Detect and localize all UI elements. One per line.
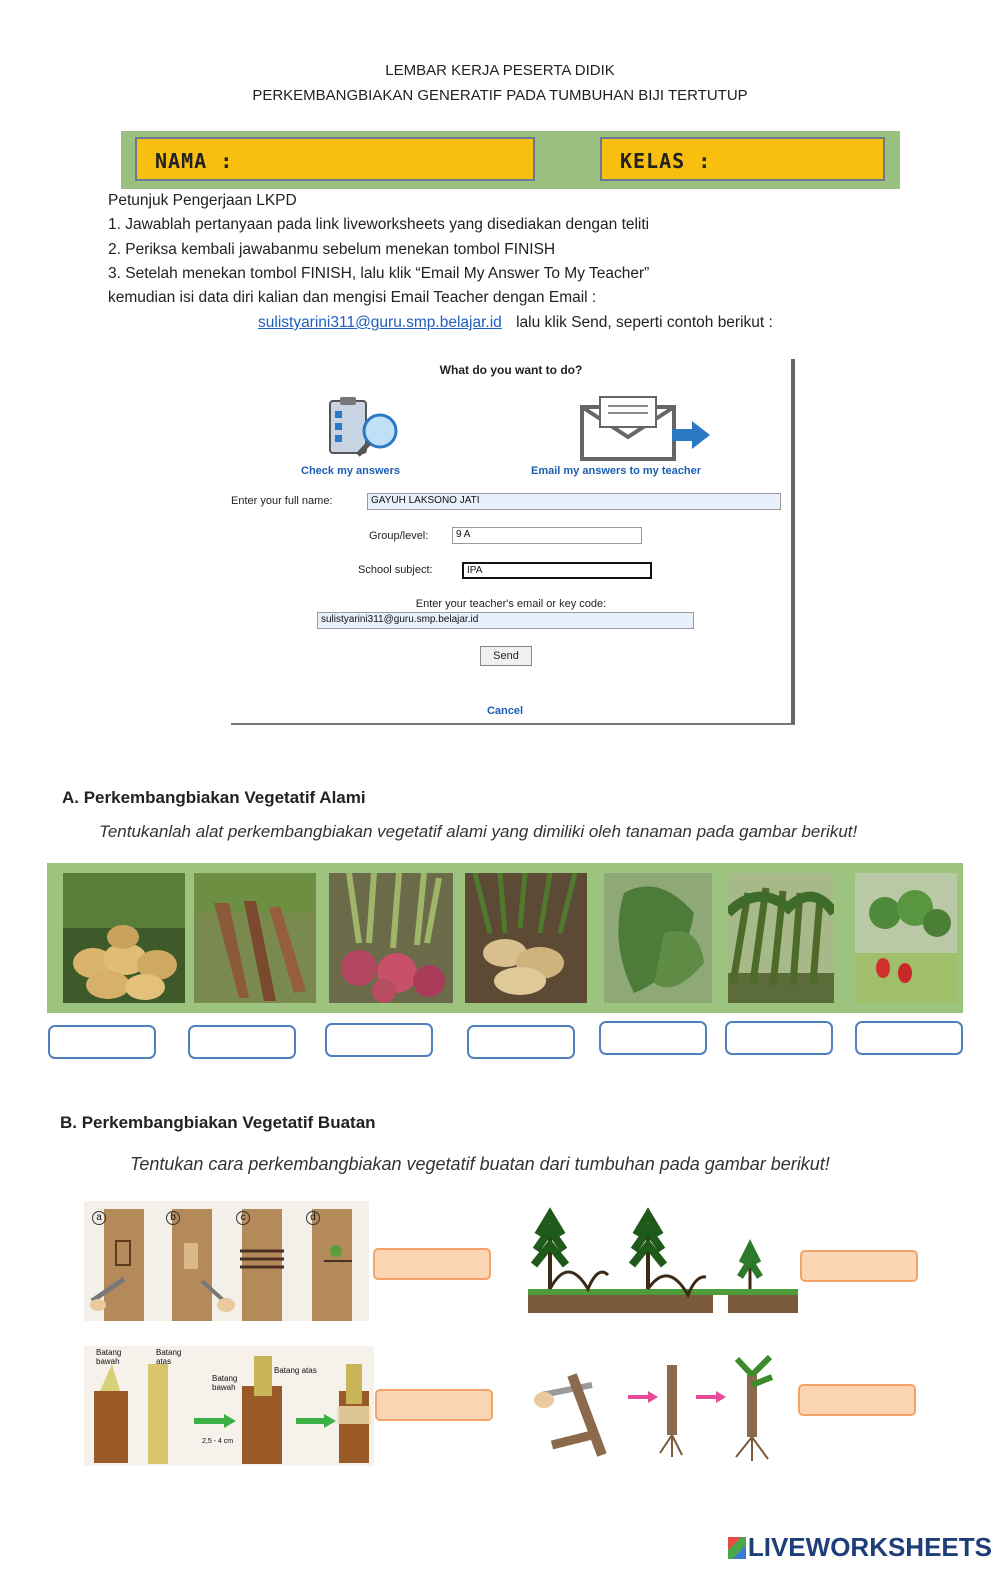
liveworksheets-logo [728, 1532, 992, 1563]
subject-input[interactable]: IPA [462, 562, 652, 579]
group-label: Group/level: [369, 530, 429, 542]
answer-box-4[interactable] [467, 1025, 575, 1059]
email-dialog-example [231, 359, 795, 725]
answer-box-grafting[interactable] [375, 1389, 493, 1421]
shallot-photo [329, 873, 453, 1003]
worksheet-subtitle: PERKEMBANGBIAKAN GENERATIF PADA TUMBUHAN BIJI TERTUTUP [252, 87, 748, 104]
grafting-image [84, 1346, 374, 1466]
send-button[interactable]: Send [480, 646, 532, 666]
answer-box-6[interactable] [725, 1021, 833, 1055]
answer-box-7[interactable] [855, 1021, 963, 1055]
cancel-link[interactable]: Cancel [486, 705, 524, 717]
graft-measure-label: 2,5 - 4 cm [202, 1438, 234, 1445]
email-link-text[interactable]: sulistyarini311@guru.smp.belajar.id [258, 314, 502, 331]
answer-box-1[interactable] [48, 1025, 156, 1059]
subject-label: School subject: [358, 564, 433, 576]
check-answers-link[interactable]: Check my answers [301, 465, 401, 477]
envelope-arrow-icon[interactable] [576, 393, 716, 463]
section-b-prompt: Tentukan cara perkembangbiakan vegetatif buatan dari tumbuhan pada gambar berikut! [130, 1154, 830, 1174]
instruction-step-3: 3. Setelah menekan tombol FINISH, lalu klik “Email My Answer To My Teacher” [108, 265, 650, 282]
answer-box-budding[interactable] [373, 1248, 491, 1280]
graft-label-batang-bawah: Batang bawah [96, 1348, 122, 1366]
teacher-email-link[interactable] [258, 314, 773, 332]
full-name-input[interactable]: GAYUH LAKSONO JATI [367, 493, 781, 510]
instructions-title: Petunjuk Pengerjaan LKPD [108, 192, 297, 209]
answer-box-cutting[interactable] [798, 1384, 916, 1416]
worksheet-title: LEMBAR KERJA PESERTA DIDIK [385, 62, 615, 79]
email-teacher-link[interactable]: Email my answers to my teacher [531, 465, 701, 477]
instruction-step-1: 1. Jawablah pertanyaan pada link liveworksheets yang disediakan dengan teliti [108, 216, 650, 233]
dialog-title: What do you want to do? [439, 363, 583, 377]
step-c-label: c [236, 1211, 250, 1225]
answer-box-5[interactable] [599, 1021, 707, 1055]
clipboard-magnifier-icon[interactable] [326, 395, 411, 461]
budding-steps-image [84, 1201, 369, 1321]
layering-image [528, 1205, 798, 1320]
ginger-photo [465, 873, 587, 1003]
section-a-heading: A. Perkembangbiakan Vegetatif Alami [62, 788, 366, 807]
answer-box-3[interactable] [325, 1023, 433, 1057]
kalanchoe-leaf-photo [604, 873, 712, 1003]
potato-photo [63, 873, 185, 1003]
logo-text: LIVEWORKSHEETS [747, 1532, 992, 1562]
section-b-heading: B. Perkembangbiakan Vegetatif Buatan [60, 1113, 376, 1132]
step-a-label: a [92, 1211, 106, 1225]
graft-label-batang-atas-2: Batang atas [274, 1366, 317, 1375]
cassava-photo [194, 873, 316, 1003]
answer-box-layering[interactable] [800, 1250, 918, 1282]
cutting-image [532, 1345, 792, 1465]
budding-illustration [84, 1201, 369, 1321]
instruction-step-2: 2. Periksa kembali jawabanmu sebelum menekan tombol FINISH [108, 241, 556, 258]
instruction-step-4: kemudian isi data diri kalian dan mengisi Email Teacher dengan Email : [108, 289, 597, 306]
step-d-label: d [306, 1211, 320, 1225]
logo-mark-icon [728, 1537, 746, 1559]
answer-box-2[interactable] [188, 1025, 296, 1059]
graft-label-batang-bawah-2: Batang bawah [212, 1374, 238, 1392]
step-b-label: b [166, 1211, 180, 1225]
strawberry-photo [855, 873, 957, 1003]
section-a-prompt: Tentukanlah alat perkembangbiakan vegetatif alami yang dimiliki oleh tanaman pada gambar berikut! [99, 822, 858, 841]
full-name-label: Enter your full name: [231, 495, 333, 507]
nama-field[interactable]: NAMA : [135, 137, 535, 181]
graft-label-batang-atas: Batang atas [156, 1348, 182, 1366]
bamboo-photo [728, 873, 834, 1003]
group-input[interactable]: 9 A [452, 527, 642, 544]
teacher-email-label: Enter your teacher's email or key code: [415, 598, 607, 610]
after-email-text: lalu klik Send, seperti contoh berikut : [516, 314, 773, 331]
teacher-email-input[interactable]: sulistyarini311@guru.smp.belajar.id [317, 612, 694, 629]
kelas-field[interactable]: KELAS : [600, 137, 885, 181]
plant-photo-strip [47, 863, 963, 1013]
